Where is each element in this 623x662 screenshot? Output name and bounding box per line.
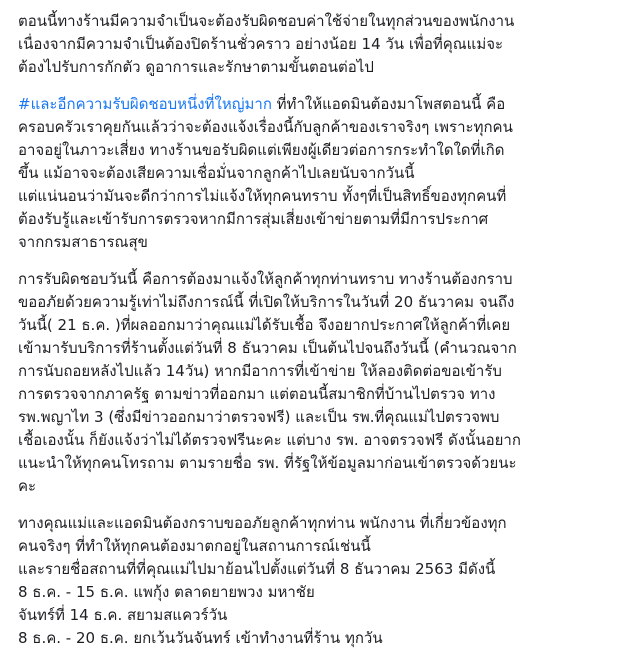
text-line: การนับถอยหลังไปแล้ว 14วัน) หากมีอาการที่เข้าข่าย ให้ลองติดต่อขอเข้ารับ	[18, 362, 502, 380]
text-line: วันนี้( 21 ธ.ค. )ที่ผลออกมาว่าคุณแม่ได้รับเชื้อ จึงอยากประกาศให้ลูกค้าที่เคย	[18, 316, 511, 334]
text-line: ขึ้น แม้อาจจะต้องเสียความเชื่อมั่นจากลูกค้าไปเลยนับจากวันนี้	[18, 164, 415, 182]
text-line: อาจอยู่ในภาวะเสี่ยง ทางร้านขอรับผิดแต่เพียงผู้เดียวต่อการกระทำใดใดที่เกิด	[18, 141, 505, 159]
location-entry: จันทร์ที่ 14 ธ.ค. สยามสแควร์วัน	[18, 606, 228, 624]
paragraph-locations	[18, 512, 609, 650]
hashtag-link[interactable]: #และอีกความรับผิดชอบหนึ่งที่ใหญ่มาก	[18, 95, 272, 113]
text-line: และรายชื่อสถานที่ที่คุณแม่ไปมาย้อนไปตั้งแต่วันที่ 8 ธันวาคม 2563 มีดังนี้	[18, 560, 496, 578]
text-line: ทางคุณแม่และแอดมินต้องกราบขออภัยลูกค้าทุกท่าน พนักงาน ที่เกี่ยวข้องทุก	[18, 514, 507, 532]
text-line: เข้ามารับบริการที่ร้านตั้งแต่วันที่ 8 ธันวาคม เป็นต้นไปจนถึงวันนี้ (คำนวณจาก	[18, 339, 517, 357]
text-fragment: ที่ทำให้แอดมินต้องมาโพสตอนนี้ คือ	[271, 95, 506, 113]
text-line: ต้องไปรับการกักตัว ดูอาการและรักษาตามขั้นตอนต่อไป	[18, 58, 374, 76]
text-line: เนื่องจากมีความจำเป็นต้องปิดร้านชั่วคราว อย่างน้อย 14 วัน เพื่อที่คุณแม่จะ	[18, 35, 504, 53]
text-line: แนะนำให้ทุกคนโทรถาม ตามรายชื่อ รพ. ที่รัฐให้ข้อมูลมาก่อนเข้าตรวจด้วยนะ	[18, 454, 517, 472]
text-line: ต้องรับรู้และเข้ารับการตรวจหากมีการสุ่มเสี่ยงเข้าข่ายตามที่มีการประกาศ	[18, 210, 489, 228]
paragraph-responsibility	[18, 10, 609, 79]
text-line: จากกรมสาธารณสุข	[18, 233, 148, 251]
text-line: การตรวจจากภาครัฐ ตามข่าวที่ออกมา แต่ตอนนี้สมาชิกที่บ้านไปตรวจ ทาง	[18, 385, 496, 403]
text-line: ตอนนี้ทางร้านมีความจำเป็นจะต้องรับผิดชอบค่าใช้จ่ายในทุกส่วนของพนักงาน	[18, 12, 515, 30]
text-line: แต่แน่นอนว่ามันจะดีกว่าการไม่แจ้งให้ทุกคนทราบ ทั้งๆที่เป็นสิทธิ์ของทุกคนที่	[18, 187, 507, 205]
text-line: คนจริงๆ ที่ทำให้ทุกคนต้องมาตกอยู่ในสถานการณ์เช่นนี้	[18, 537, 371, 555]
text-line: การรับผิดชอบวันนี้ คือการต้องมาแจ้งให้ลูกค้าทุกท่านทราบ ทางร้านต้องกราบ	[18, 270, 513, 288]
text-line: ขออภัยด้วยความรู้เท่าไม่ถึงการณ์นี้ ที่เปิดให้บริการในวันที่ 20 ธันวาคม จนถึง	[18, 293, 515, 311]
text-line: รพ.พญาไท 3 (ซึ่งมีข่าวออกมาว่าตรวจฟรี) และเป็น รพ.ที่คุณแม่ไปตรวจพบ	[18, 408, 500, 426]
location-entry: 8 ธ.ค. - 15 ธ.ค. แพกุ้ง ตลาดยายพวง มหาชัย	[18, 583, 315, 601]
text-line: คะ	[18, 477, 37, 495]
text-line: เชื้อเองนั้น ก็ยังแจ้งว่าไม่ได้ตรวจฟรีนะคะ แต่บาง รพ. อาจตรวจฟรี ดังนั้นอยาก	[18, 431, 521, 449]
paragraph-apology-details	[18, 268, 609, 498]
text-line: ครอบครัวเราคุยกันแล้วว่าจะต้องแจ้งเรื่องนี้กับลูกค้าของเราจริงๆ เพราะทุกคน	[18, 118, 513, 136]
paragraph-announcement	[18, 93, 609, 254]
location-entry: 8 ธ.ค. - 20 ธ.ค. ยกเว้นวันจันทร์ เข้าทำงานที่ร้าน ทุกวัน	[18, 629, 383, 647]
text-line-with-hashtag	[18, 93, 609, 116]
